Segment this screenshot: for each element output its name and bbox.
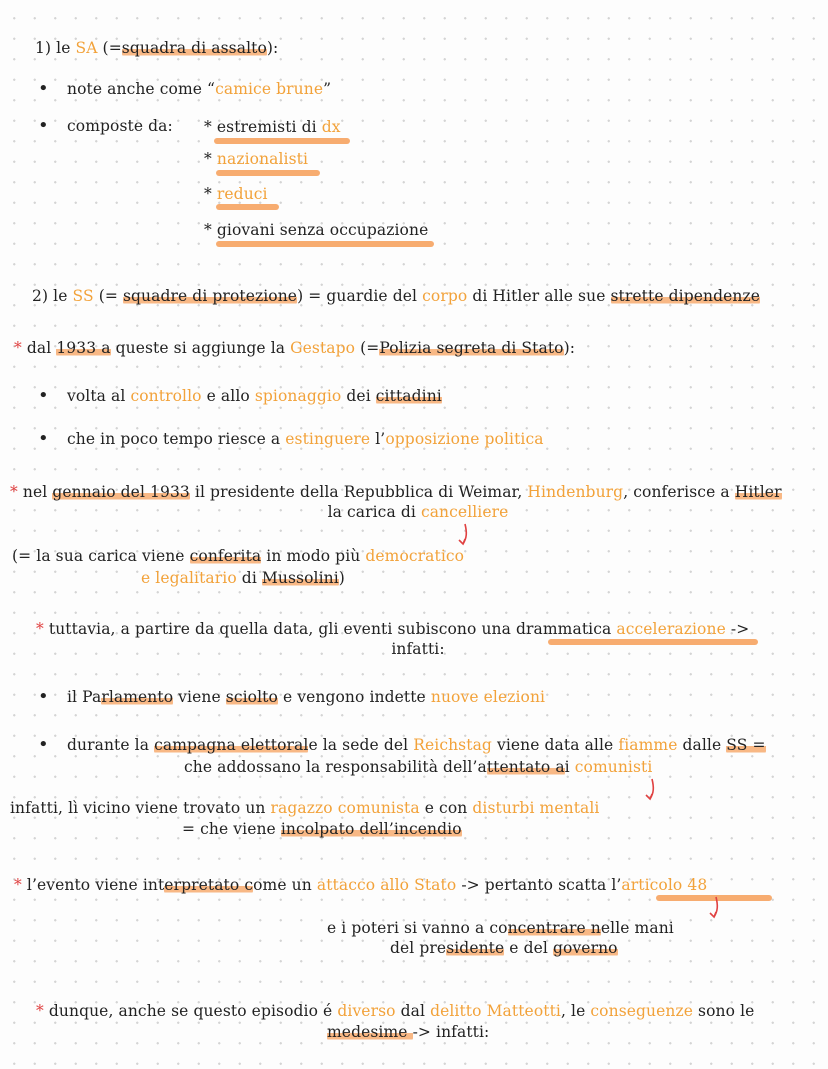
underline-mark bbox=[214, 138, 350, 144]
gestapo-bullet-2: che in poco tempo riesce a estinguere l’opposizione politica bbox=[67, 430, 544, 448]
bullet-icon: • bbox=[38, 385, 49, 406]
sa-heading: 1) le SA (=squadra di assalto): bbox=[35, 39, 279, 57]
reichstag-bullet-2: che addossano la responsabilità dell’attentato ai comunisti bbox=[184, 758, 653, 776]
sa-list-item: * nazionalisti bbox=[204, 150, 309, 168]
underline-mark bbox=[216, 204, 279, 210]
chancellor-line: * nel gennaio del 1933 il presidente della Repubblica di Weimar, Hindenburg, conferisce a Hitler bbox=[10, 483, 782, 501]
sa-list-item: * giovani senza occupazione bbox=[204, 221, 429, 239]
bullet-icon: • bbox=[38, 734, 49, 755]
acceleration-line-2: infatti: bbox=[391, 640, 445, 658]
democratic-note-2: e legalitario di Mussolini) bbox=[141, 569, 345, 587]
arrow-icon bbox=[642, 777, 662, 803]
gestapo-bullet-1: volta al controllo e allo spionaggio dei cittadini bbox=[67, 387, 442, 405]
asterisk-icon: * bbox=[36, 620, 49, 638]
communist-found-line: infatti, lì vicino viene trovato un ragazzo comunista e con disturbi mentali bbox=[10, 799, 600, 817]
sa-list-item: * reduci bbox=[204, 185, 268, 203]
matteotti-line: * dunque, anche se questo episodio é diverso dal delitto Matteotti, le conseguenze sono le bbox=[36, 1002, 755, 1020]
arrow-icon bbox=[455, 522, 475, 548]
highlight: squadra di assalto bbox=[121, 39, 267, 57]
chancellor-line-2: la carica di cancelliere bbox=[327, 503, 509, 521]
underline-mark bbox=[216, 170, 320, 176]
acceleration-line: * tuttavia, a partire da quella data, gli eventi subiscono una drammatica accelerazione -> bbox=[36, 620, 750, 638]
reichstag-bullet: durante la campagna elettorale la sede del Reichstag viene data alle fiamme dalle SS = bbox=[67, 736, 766, 754]
asterisk-icon: * bbox=[14, 339, 27, 357]
power-concentration-line-2: del presidente e del governo bbox=[390, 939, 618, 957]
parliament-bullet: il Parlamento viene sciolto e vengono indette nuove elezioni bbox=[67, 688, 546, 706]
bullet-icon: • bbox=[38, 428, 49, 449]
bullet-icon: • bbox=[38, 686, 49, 707]
arrow-icon bbox=[706, 895, 726, 921]
bullet-icon: • bbox=[38, 78, 49, 99]
power-concentration-line: e i poteri si vanno a concentrare nelle mani bbox=[327, 919, 674, 937]
sa-composition-label: composte da: bbox=[67, 117, 173, 135]
sa-nickname: note anche come “camice brune” bbox=[67, 80, 332, 98]
asterisk-icon: * bbox=[36, 1002, 49, 1020]
matteotti-line-2: medesime -> infatti: bbox=[327, 1023, 490, 1041]
bullet-icon: • bbox=[38, 115, 49, 136]
asterisk-icon: * bbox=[14, 876, 27, 894]
asterisk-icon: * bbox=[10, 483, 23, 501]
gestapo-line: * dal 1933 a queste si aggiunge la Gestapo (=Polizia segreta di Stato): bbox=[14, 339, 576, 357]
democratic-note: (= la sua carica viene conferita in modo più democratico bbox=[12, 547, 465, 565]
underline-mark bbox=[216, 241, 434, 247]
article48-line: * l’evento viene interpretato come un attacco allo Stato -> pertanto scatta l’articolo 48 bbox=[14, 876, 708, 894]
sa-term: SA bbox=[75, 39, 98, 57]
sa-list-item: * estremisti di dx bbox=[204, 118, 341, 136]
ss-heading: 2) le SS (= squadre di protezione) = guardie del corpo di Hitler alle sue strette dipendenze bbox=[32, 287, 760, 305]
communist-found-line-2: = che viene incolpato dell’incendio bbox=[182, 820, 462, 838]
